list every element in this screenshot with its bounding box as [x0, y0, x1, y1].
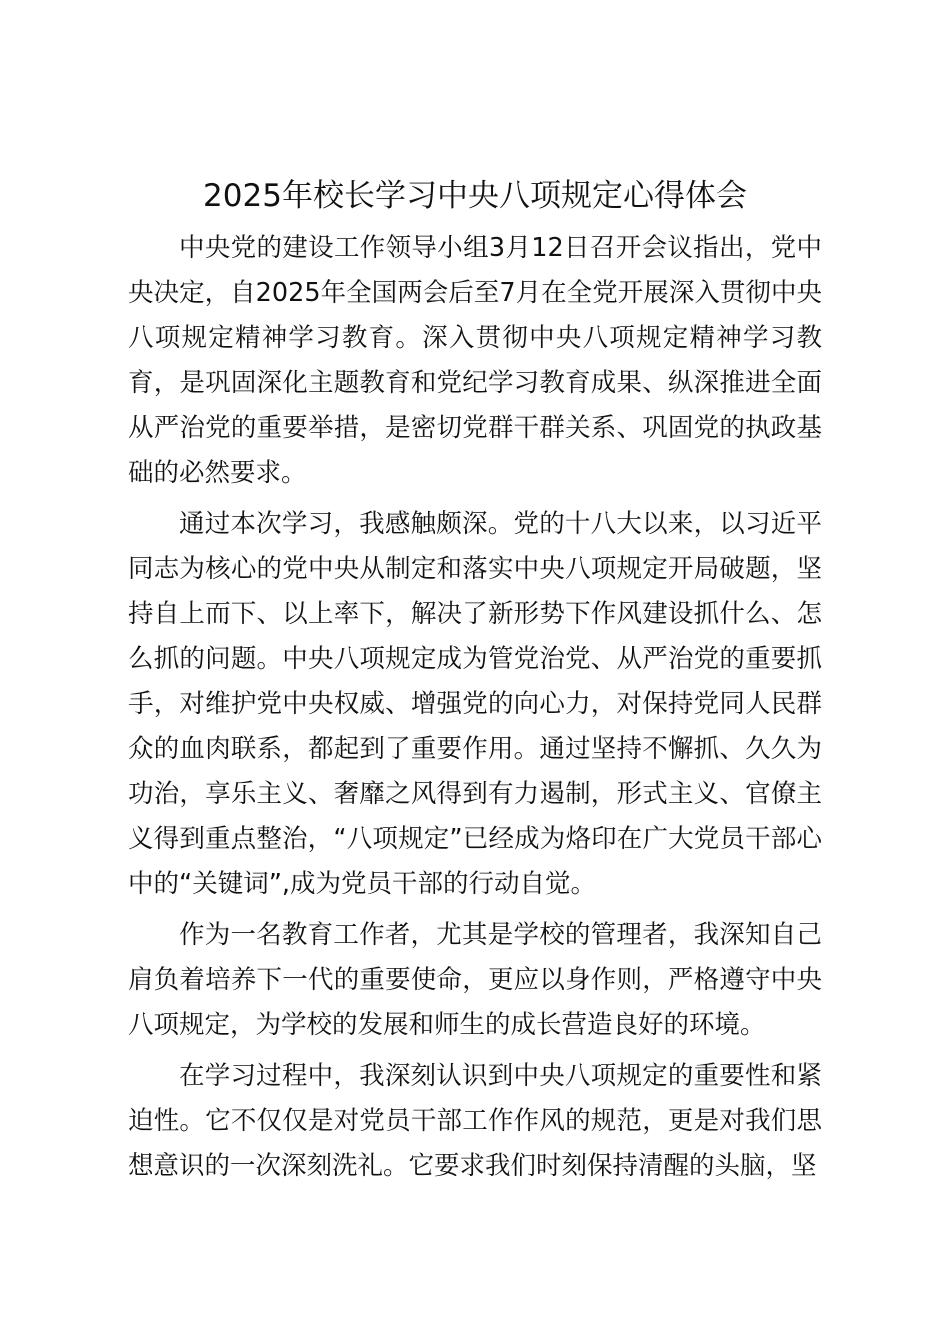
paragraph-1: 中央党的建设工作领导小组3月12日召开会议指出，党中央决定，自2025年全国两会后至7月在全党开展深入贯彻中央八项规定精神学习教育。深入贯彻中央八项规定精神学习教育，是巩固深化主题教育和党纪学习教育成果、纵深推进全面从严治党的重要举措，是密切党群干群关系、巩固党的执政基础的必然要求。 [128, 233, 822, 488]
document-title: 2025年校长学习中央八项规定心得体会 [203, 178, 747, 214]
paragraph-2: 通过本次学习，我感触颇深。党的十八大以来，以习近平同志为核心的党中央从制定和落实中央八项规定开局破题，坚持自上而下、以上率下，解决了新形势下作风建设抓什么、怎么抓的问题。中央八项规定成为管党治党、从严治党的重要抓手，对维护党中央权威、增强党的向心力，对保持党同人民群众的血肉联系，都起到了重要作用。通过坚持不懈抓、久久为功治，享乐主义、奢靡之风得到有力遏制，形式主义、官僚主义得到重点整治，“八项规定”已经成为烙印在广大党员干部心中的“关键词”,成为党员干部的行动自觉。 [128, 509, 822, 899]
paragraph-4: 在学习过程中，我深刻认识到中央八项规定的重要性和紧迫性。它不仅仅是对党员干部工作作风的规范，更是对我们思想意识的一次深刻洗礼。它要求我们时刻保持清醒的头脑，坚 [128, 1061, 822, 1181]
document-body [128, 226, 822, 1195]
paragraph-3: 作为一名教育工作者，尤其是学校的管理者，我深知自己肩负着培养下一代的重要使命，更应以身作则，严格遵守中央八项规定，为学校的发展和师生的成长营造良好的环境。 [128, 920, 822, 1040]
